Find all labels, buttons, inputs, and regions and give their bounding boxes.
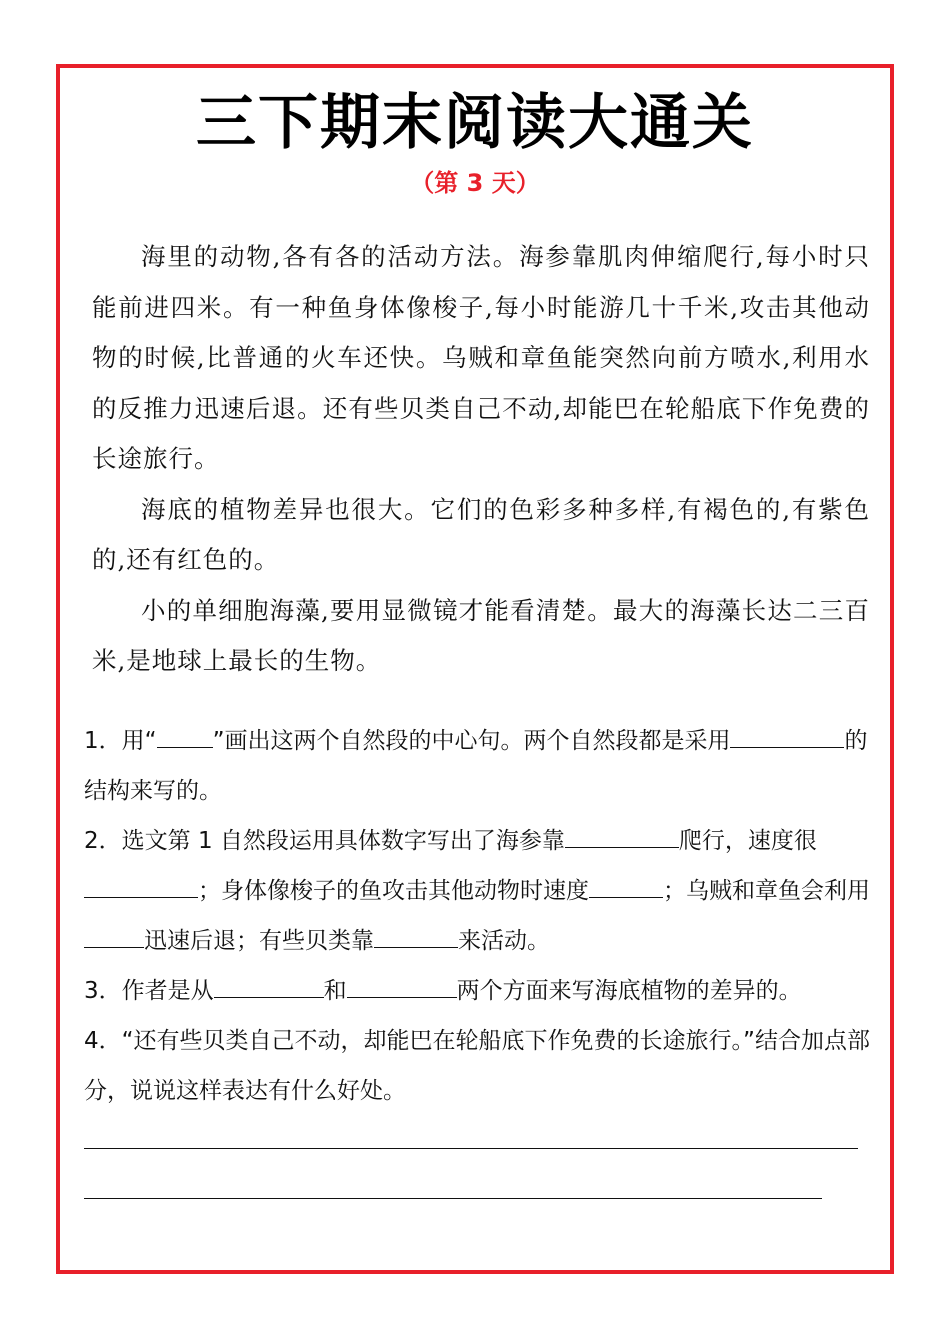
question-2-blank-4[interactable] xyxy=(84,923,144,948)
question-2-blank-3[interactable] xyxy=(589,873,663,898)
question-4: 4．“还有些贝类自己不动，却能巴在轮船底下作免费的长途旅行。”结合加点部分，说说这样表达有什么好处。 xyxy=(84,1028,870,1104)
question-2-text-c: ；身体像梭子的鱼攻击其他动物时速度 xyxy=(198,878,589,904)
question-3 xyxy=(84,966,870,1016)
passage-paragraph-3: 小的单细胞海藻,要用显微镜才能看清楚。最大的海藻长达二三百米,是地球上最长的生物。 xyxy=(92,595,870,675)
question-3-blank-2[interactable] xyxy=(347,973,457,998)
question-3-text-c: 两个方面来写海底植物的差异的。 xyxy=(456,978,802,1004)
reading-passage xyxy=(92,232,870,687)
question-1-text-a: 1．用“ xyxy=(84,728,157,754)
answer-line-1[interactable] xyxy=(84,1148,858,1149)
day-subtitle: （第 3 天） xyxy=(410,169,540,197)
question-3-blank-1[interactable] xyxy=(214,973,324,998)
question-list xyxy=(84,716,870,1116)
question-1-blank-1[interactable] xyxy=(157,723,213,748)
question-2-blank-2[interactable] xyxy=(84,873,198,898)
question-2-text-a: 2．选文第 1 自然段运用具体数字写出了海参靠 xyxy=(84,828,565,854)
question-1-text-c: 的结构来写的。 xyxy=(84,728,868,804)
answer-line-2[interactable] xyxy=(84,1198,822,1199)
question-1 xyxy=(84,716,870,816)
question-2-text-b: 爬行，速度很 xyxy=(678,828,817,854)
question-1-text-b: ”画出这两个自然段的中心句。两个自然段都是采用 xyxy=(212,728,731,754)
question-3-text-b: 和 xyxy=(323,978,347,1004)
passage-paragraph-2: 海底的植物差异也很大。它们的色彩多种多样,有褐色的,有紫色的,还有红色的。 xyxy=(92,494,870,574)
question-2-blank-5[interactable] xyxy=(374,923,458,948)
passage-paragraph-1: 海里的动物,各有各的活动方法。海参靠肌肉伸缩爬行,每小时只能前进四米。有一种鱼身体像梭子,每小时能游几十千米,攻击其他动物的时候,比普通的火车还快。乌贼和章鱼能突然向前方喷水,利用水的反推力迅速后退。还有些贝类自己不动,却能巴在轮船底下作免费的长途旅行。 xyxy=(92,242,870,473)
question-3-text-a: 3．作者是从 xyxy=(84,978,214,1004)
page-title: 三下期末阅读大通关 xyxy=(196,88,754,158)
question-2-text-e: 迅速后退；有些贝类靠 xyxy=(144,928,374,954)
question-2-text-f: 来活动。 xyxy=(458,928,550,954)
question-2-blank-1[interactable] xyxy=(565,823,679,848)
question-2-text-d: ；乌贼和章鱼会利用 xyxy=(663,878,870,904)
question-2 xyxy=(84,816,870,966)
question-1-blank-2[interactable] xyxy=(730,723,844,748)
